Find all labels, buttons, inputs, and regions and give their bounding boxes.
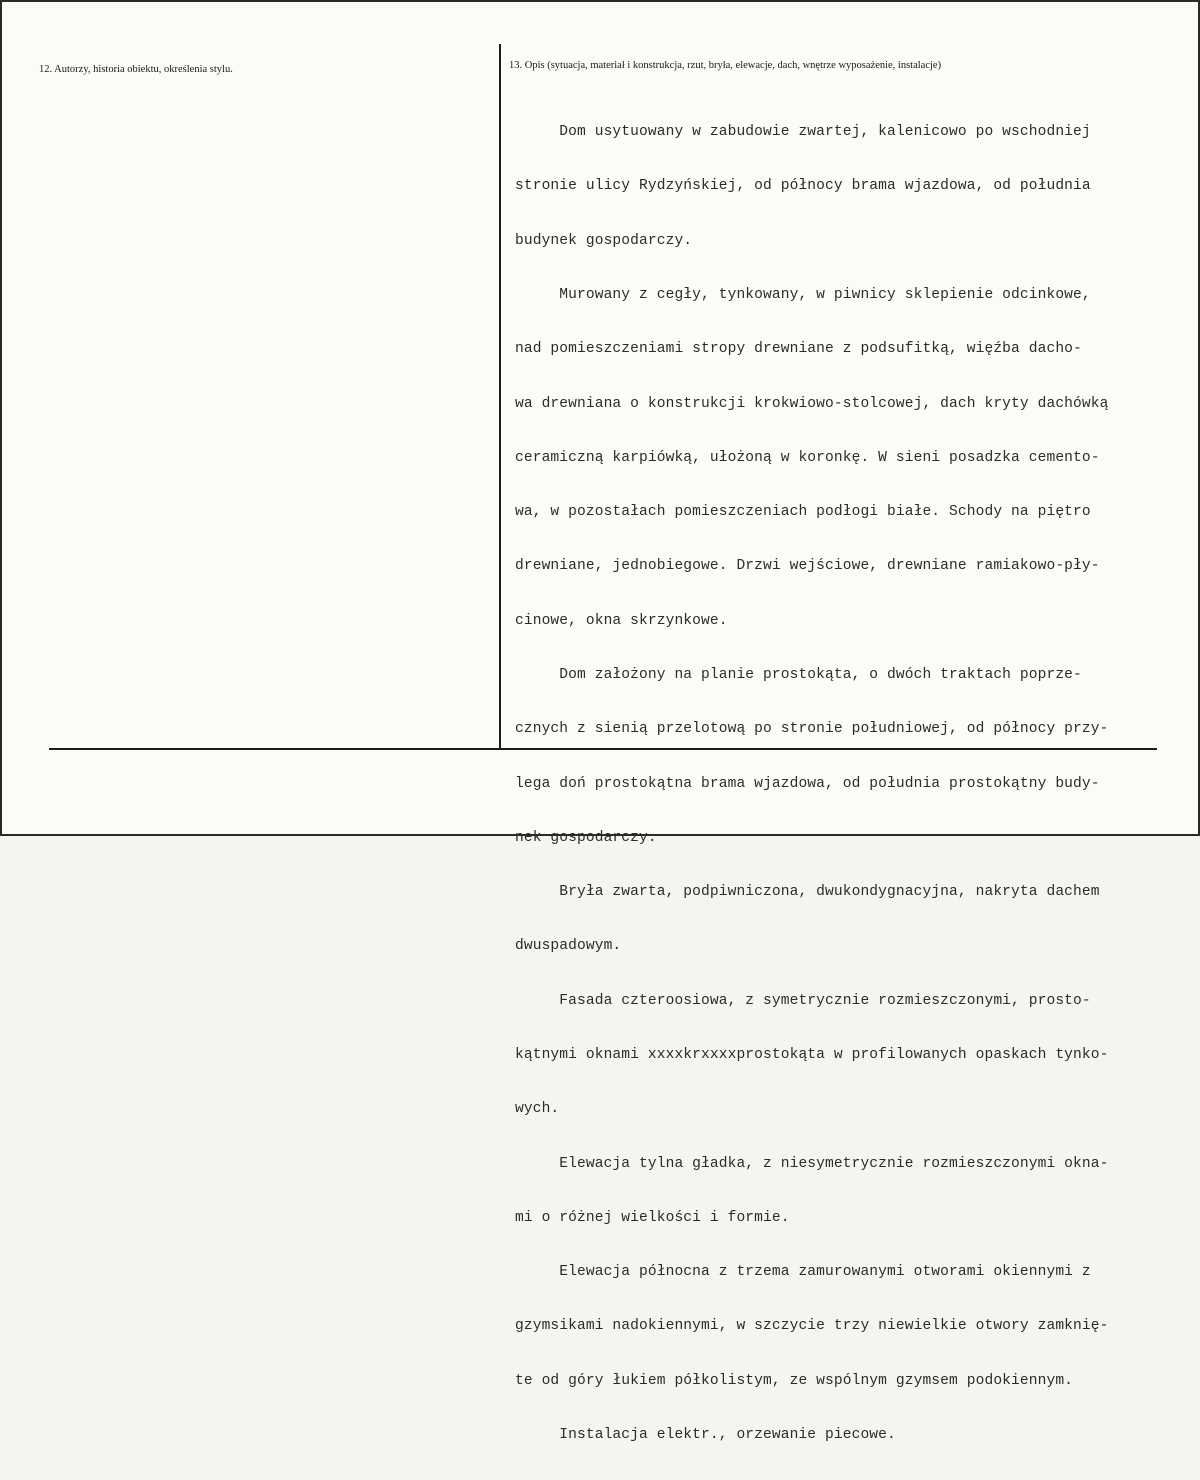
section-12-heading: 12. Autorzy, historia obiektu, określenia stylu.: [39, 64, 233, 75]
description-line: Fasada czteroosiowa, z symetrycznie rozmieszczonymi, prosto-: [515, 992, 1091, 1009]
description-text: [515, 87, 1195, 1480]
description-line: Elewacja tylna gładka, z niesymetrycznie rozmieszczonymi okna-: [515, 1155, 1109, 1172]
description-line: kątnymi oknami xxxxkrxxxxprostokąta w profilowanych opaskach tynko-: [515, 1046, 1109, 1063]
description-line: Instalacja elektr., orzewanie piecowe.: [515, 1426, 896, 1443]
description-line: nad pomieszczeniami stropy drewniane z podsufitką, więźba dacho-: [515, 341, 1082, 358]
description-line: budynek gospodarczy.: [515, 232, 693, 249]
description-line: te od góry łukiem półkolistym, ze wspólnym gzymsem podokiennym.: [515, 1372, 1074, 1389]
description-line: Murowany z cegły, tynkowany, w piwnicy sklepienie odcinkowe,: [515, 287, 1091, 304]
description-line: ceramiczną karpiówką, ułożoną w koronkę. W sieni posadzka cemento-: [515, 449, 1100, 466]
description-line: wa, w pozostałach pomieszczeniach podłogi białe. Schody na piętro: [515, 504, 1091, 521]
description-line: lega doń prostokątna brama wjazdowa, od południa prostokątny budy-: [515, 775, 1100, 792]
description-line: stronie ulicy Rydzyńskiej, od północy brama wjazdowa, od południa: [515, 178, 1091, 195]
description-line: Bryła zwarta, podpiwniczona, dwukondygnacyjna, nakryta dachem: [515, 884, 1100, 901]
description-line: Dom usytuowany w zabudowie zwartej, kalenicowo po wschodniej: [515, 124, 1091, 141]
description-line: mi o różnej wielkości i formie.: [515, 1209, 790, 1226]
section-13-heading: 13. Opis (sytuacja, materiał i konstrukcja, rzut, bryła, elewacje, dach, wnętrze wyposażenie, instalacje): [509, 60, 942, 71]
description-line: wa drewniana o konstrukcji krokwiowo-stolcowej, dach kryty dachówką: [515, 395, 1109, 412]
description-line: Dom założony na planie prostokąta, o dwóch traktach poprze-: [515, 667, 1082, 683]
description-line: gzymsikami nadokiennymi, w szczycie trzy niewielkie otwory zamknię-: [515, 1318, 1109, 1335]
description-line: drewniane, jednobiegowe. Drzwi wejściowe, drewniane ramiakowo-pły-: [515, 558, 1100, 575]
description-line: cinowe, okna skrzynkowe.: [515, 612, 728, 629]
description-line: dwuspadowym.: [515, 938, 622, 955]
description-line: nek gospodarczy.: [515, 829, 657, 846]
description-line: Elewacja północna z trzema zamurowanymi otworami okiennymi z: [515, 1264, 1091, 1281]
description-line: wych.: [515, 1101, 560, 1118]
column-divider: [499, 44, 501, 749]
description-line: cznych z sienią przelotową po stronie południowej, od północy przy-: [515, 721, 1109, 738]
